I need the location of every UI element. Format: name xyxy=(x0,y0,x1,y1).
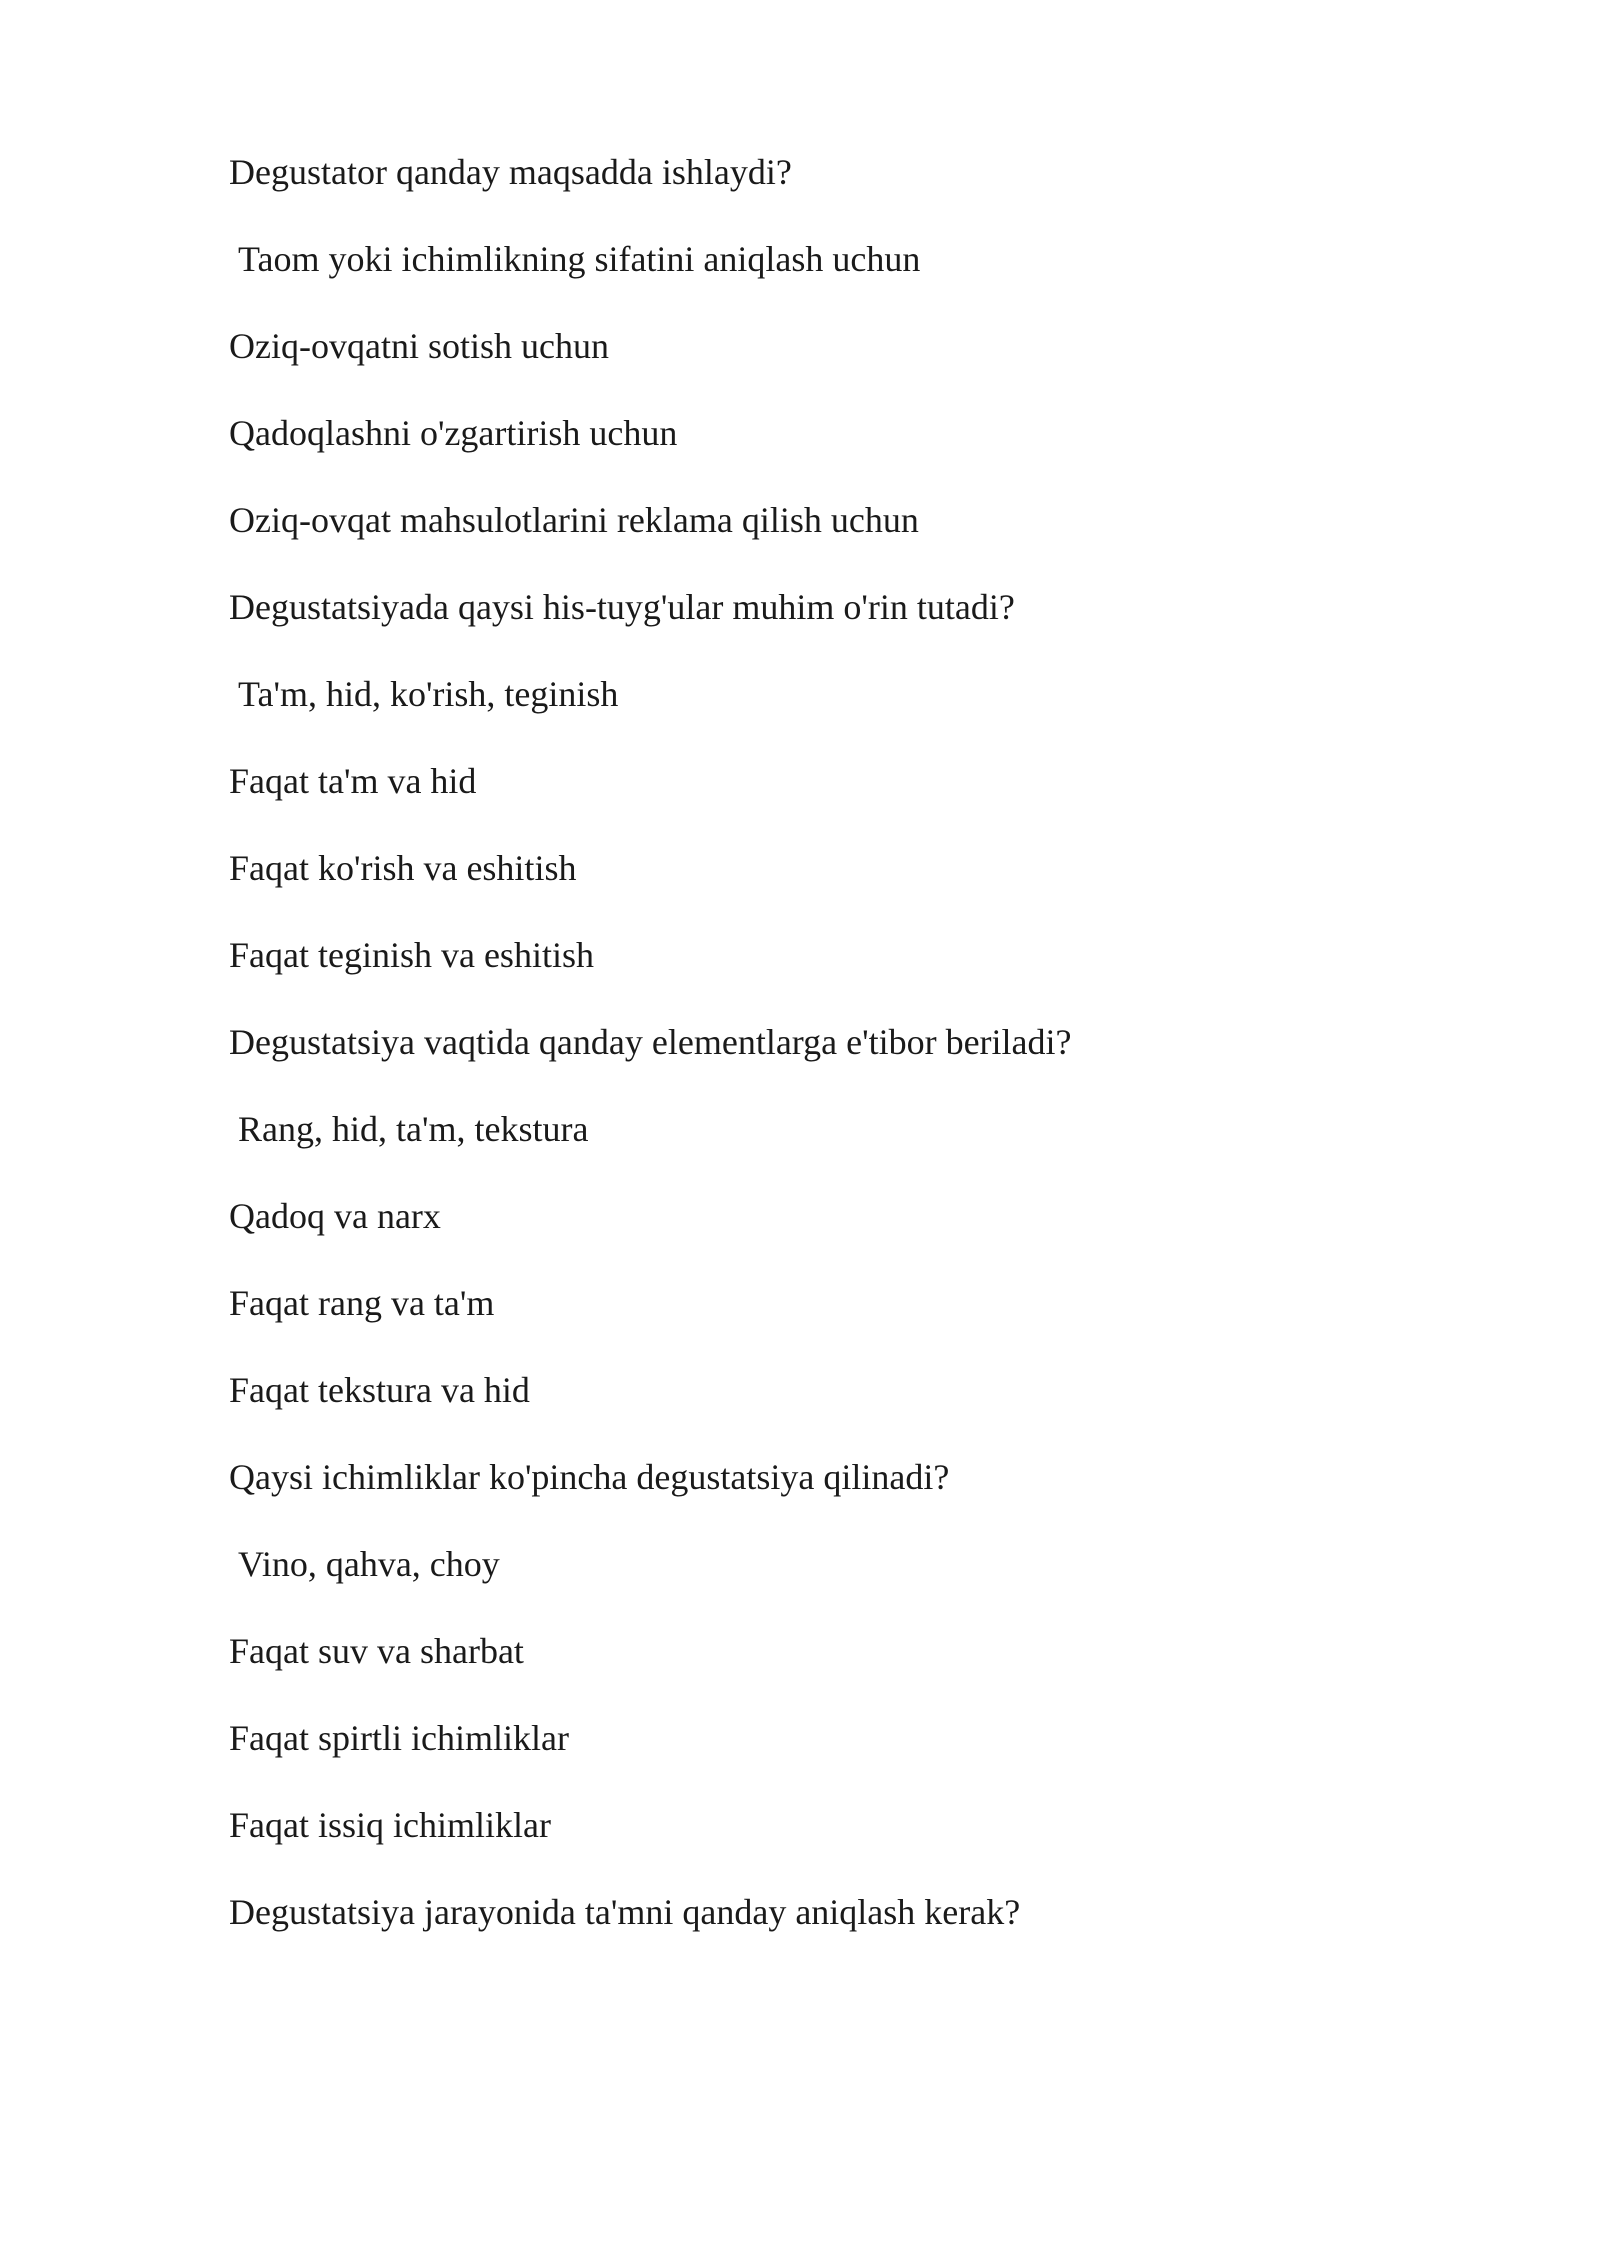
answer-option: Faqat suv va sharbat xyxy=(229,1631,524,1671)
answer-option: Ta'm, hid, ko'rish, teginish xyxy=(238,674,619,714)
question-block-3 xyxy=(229,1020,1429,1412)
answer-option: Oziq-ovqatni sotish uchun xyxy=(229,326,609,366)
question-text: Degustatsiya vaqtida qanday elementlarga e'tibor beriladi? xyxy=(229,1022,1072,1062)
answer-option: Oziq-ovqat mahsulotlarini reklama qilish uchun xyxy=(229,500,919,540)
answer-option: Rang, hid, ta'm, tekstura xyxy=(238,1109,589,1149)
answer-option: Faqat spirtli ichimliklar xyxy=(229,1718,569,1758)
answer-option: Faqat ko'rish va eshitish xyxy=(229,848,577,888)
answer-option: Faqat teginish va eshitish xyxy=(229,935,594,975)
question-text: Qaysi ichimliklar ko'pincha degustatsiya qilinadi? xyxy=(229,1457,950,1497)
answer-option: Faqat ta'm va hid xyxy=(229,761,477,801)
question-text: Degustatsiya jarayonida ta'mni qanday aniqlash kerak? xyxy=(229,1892,1021,1932)
answer-option: Taom yoki ichimlikning sifatini aniqlash uchun xyxy=(238,239,921,279)
answer-option: Faqat issiq ichimliklar xyxy=(229,1805,551,1845)
answer-option: Qadoq va narx xyxy=(229,1196,441,1236)
answer-option: Faqat tekstura va hid xyxy=(229,1370,530,1410)
answer-option: Vino, qahva, choy xyxy=(238,1544,500,1584)
question-block-5 xyxy=(229,1890,1429,1934)
question-block-4 xyxy=(229,1455,1429,1847)
question-block-2 xyxy=(229,585,1429,977)
question-block-1 xyxy=(229,150,1429,542)
answer-option: Qadoqlashni o'zgartirish uchun xyxy=(229,413,678,453)
document-content xyxy=(229,150,1429,1977)
question-text: Degustator qanday maqsadda ishlaydi? xyxy=(229,152,792,192)
question-text: Degustatsiyada qaysi his-tuyg'ular muhim o'rin tutadi? xyxy=(229,587,1015,627)
answer-option: Faqat rang va ta'm xyxy=(229,1283,495,1323)
